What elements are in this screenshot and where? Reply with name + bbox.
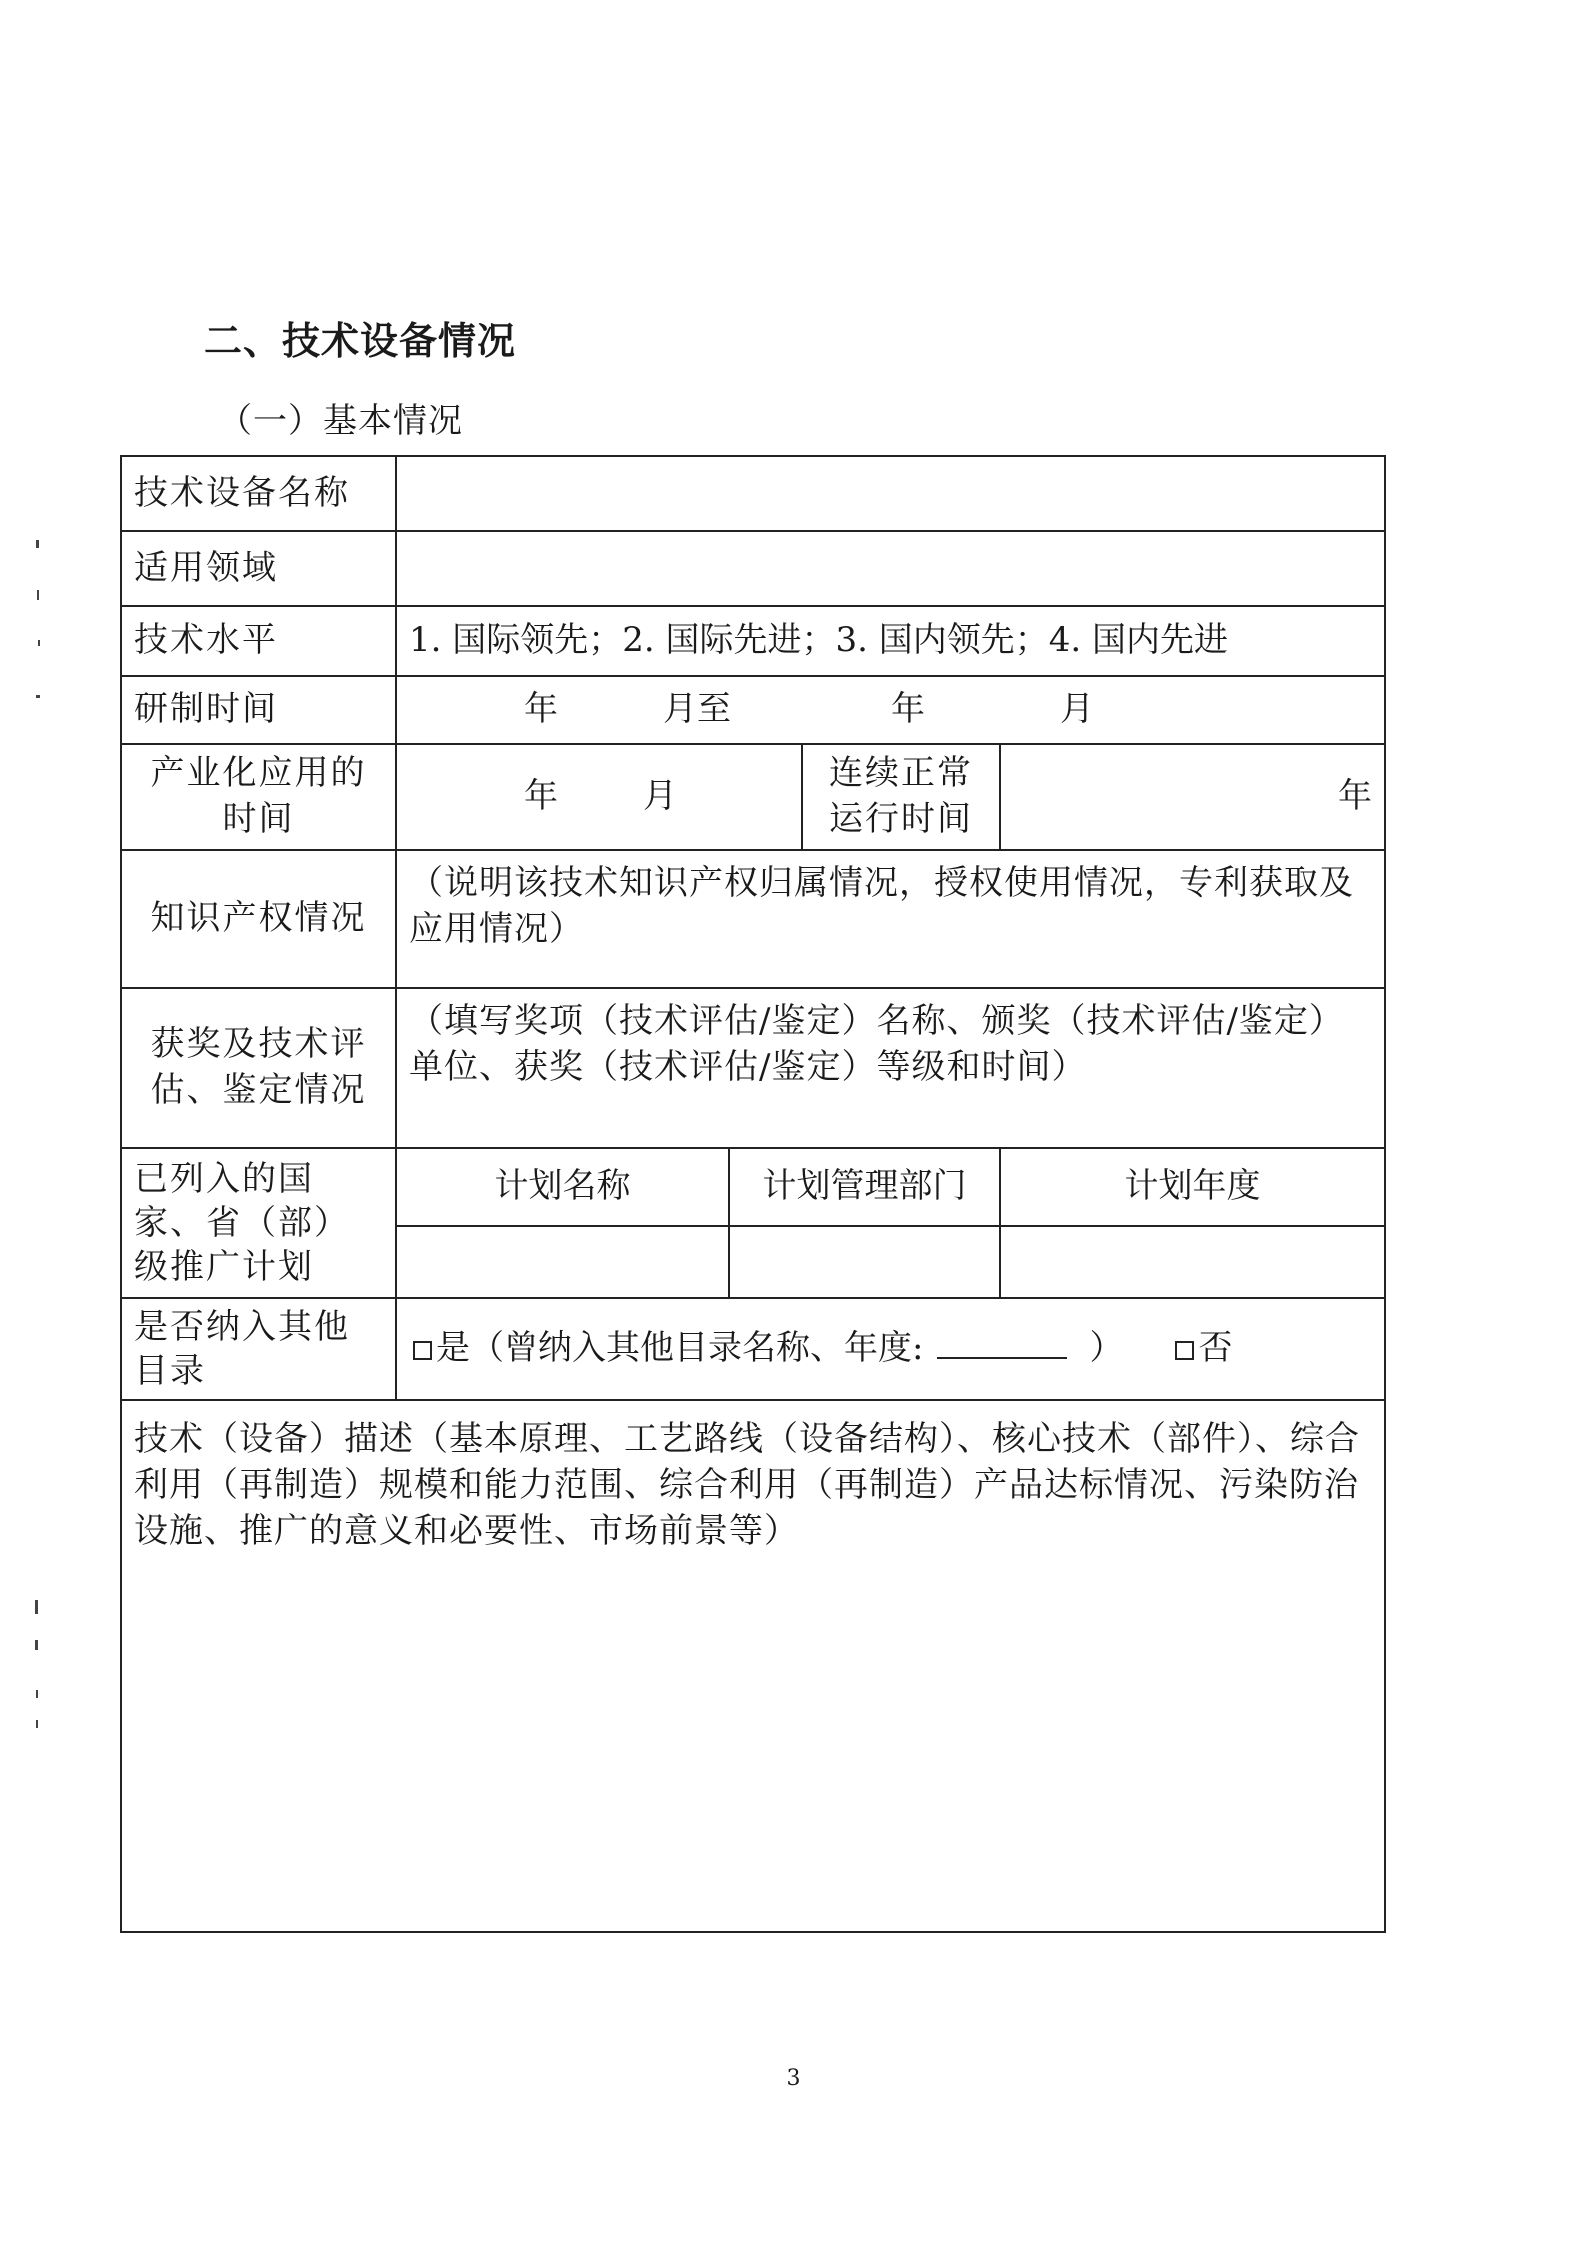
scan-mark xyxy=(35,1600,38,1614)
scan-mark xyxy=(38,640,40,646)
page-number: 3 xyxy=(786,2066,801,2091)
row-applicable-field xyxy=(121,531,1385,606)
row-other-catalog xyxy=(121,1298,1385,1400)
plans-year-cell[interactable] xyxy=(1000,1226,1385,1298)
tech-name-field[interactable] xyxy=(396,456,1385,531)
applicable-field-field[interactable] xyxy=(396,531,1385,606)
scan-mark xyxy=(35,1640,38,1650)
scan-mark xyxy=(36,1690,38,1698)
dev-time-month1: 月至 xyxy=(663,689,731,730)
plans-dept-cell[interactable] xyxy=(729,1226,1000,1298)
plans-name-cell[interactable] xyxy=(396,1226,729,1298)
row-ip xyxy=(121,850,1385,988)
plans-col-name: 计划名称 xyxy=(396,1148,729,1226)
continuous-operation-label: 连续正常运行时间 xyxy=(802,744,1000,850)
no-option-text: 否 xyxy=(1198,1328,1233,1369)
row-dev-time xyxy=(121,676,1385,744)
yes-checkbox[interactable] xyxy=(413,1341,432,1360)
continuous-operation-field[interactable] xyxy=(1000,744,1385,850)
industrial-time-field[interactable] xyxy=(396,744,802,850)
ip-label: 知识产权情况 xyxy=(121,850,396,988)
tech-level-label: 技术水平 xyxy=(121,606,396,676)
row-plans-header xyxy=(121,1148,1385,1226)
section-title: 二、技术设备情况 xyxy=(204,319,517,363)
ip-field[interactable]: （说明该技术知识产权归属情况，授权使用情况，专利获取及应用情况） xyxy=(396,850,1385,988)
plans-col-dept: 计划管理部门 xyxy=(729,1148,1000,1226)
row-tech-name xyxy=(121,456,1385,531)
dev-time-year1: 年 xyxy=(524,689,558,730)
plans-label: 已列入的国家、省（部）级推广计划 xyxy=(121,1148,396,1298)
plans-col-year: 计划年度 xyxy=(1000,1148,1385,1226)
other-catalog-label: 是否纳入其他目录 xyxy=(121,1298,396,1400)
scan-mark xyxy=(37,590,39,600)
awards-label: 获奖及技术评估、鉴定情况 xyxy=(121,988,396,1148)
continuous-operation-unit: 年 xyxy=(1338,775,1372,816)
description-field[interactable]: 技术（设备）描述（基本原理、工艺路线（设备结构）、核心技术（部件）、综合利用（再制造）规模和能力范围、综合利用（再制造）产品达标情况、污染防治设施、推广的意义和必要性、市场前景等） xyxy=(121,1400,1385,1932)
applicable-field-label: 适用领域 xyxy=(121,531,396,606)
dev-time-year2: 年 xyxy=(891,689,925,730)
dev-time-field[interactable] xyxy=(396,676,1385,744)
industrial-year: 年 xyxy=(524,775,558,816)
row-awards xyxy=(121,988,1385,1148)
dev-time-month2: 月 xyxy=(1060,689,1094,730)
no-checkbox[interactable] xyxy=(1175,1341,1194,1360)
basic-info-form xyxy=(120,455,1386,1933)
yes-option-close: ） xyxy=(1089,1328,1124,1369)
tech-level-options[interactable]: 1. 国际领先；2. 国际先进；3. 国内领先；4. 国内先进 xyxy=(396,606,1385,676)
yes-option-text: 是（曾纳入其他目录名称、年度: xyxy=(436,1328,924,1369)
subsection-title: （一）基本情况 xyxy=(218,401,463,441)
dev-time-label: 研制时间 xyxy=(121,676,396,744)
industrial-month: 月 xyxy=(643,775,677,816)
row-tech-level xyxy=(121,606,1385,676)
tech-name-label: 技术设备名称 xyxy=(121,456,396,531)
awards-field[interactable]: （填写奖项（技术评估/鉴定）名称、颁奖（技术评估/鉴定）单位、获奖（技术评估/鉴定）等级和时间） xyxy=(396,988,1385,1148)
catalog-name-blank[interactable] xyxy=(937,1356,1067,1359)
scan-mark xyxy=(36,540,39,548)
row-industrial-time xyxy=(121,744,1385,850)
scan-mark xyxy=(36,1720,38,1728)
industrial-time-label: 产业化应用的时间 xyxy=(121,744,396,850)
row-description xyxy=(121,1400,1385,1932)
scan-mark xyxy=(36,695,40,698)
other-catalog-field xyxy=(396,1298,1385,1400)
